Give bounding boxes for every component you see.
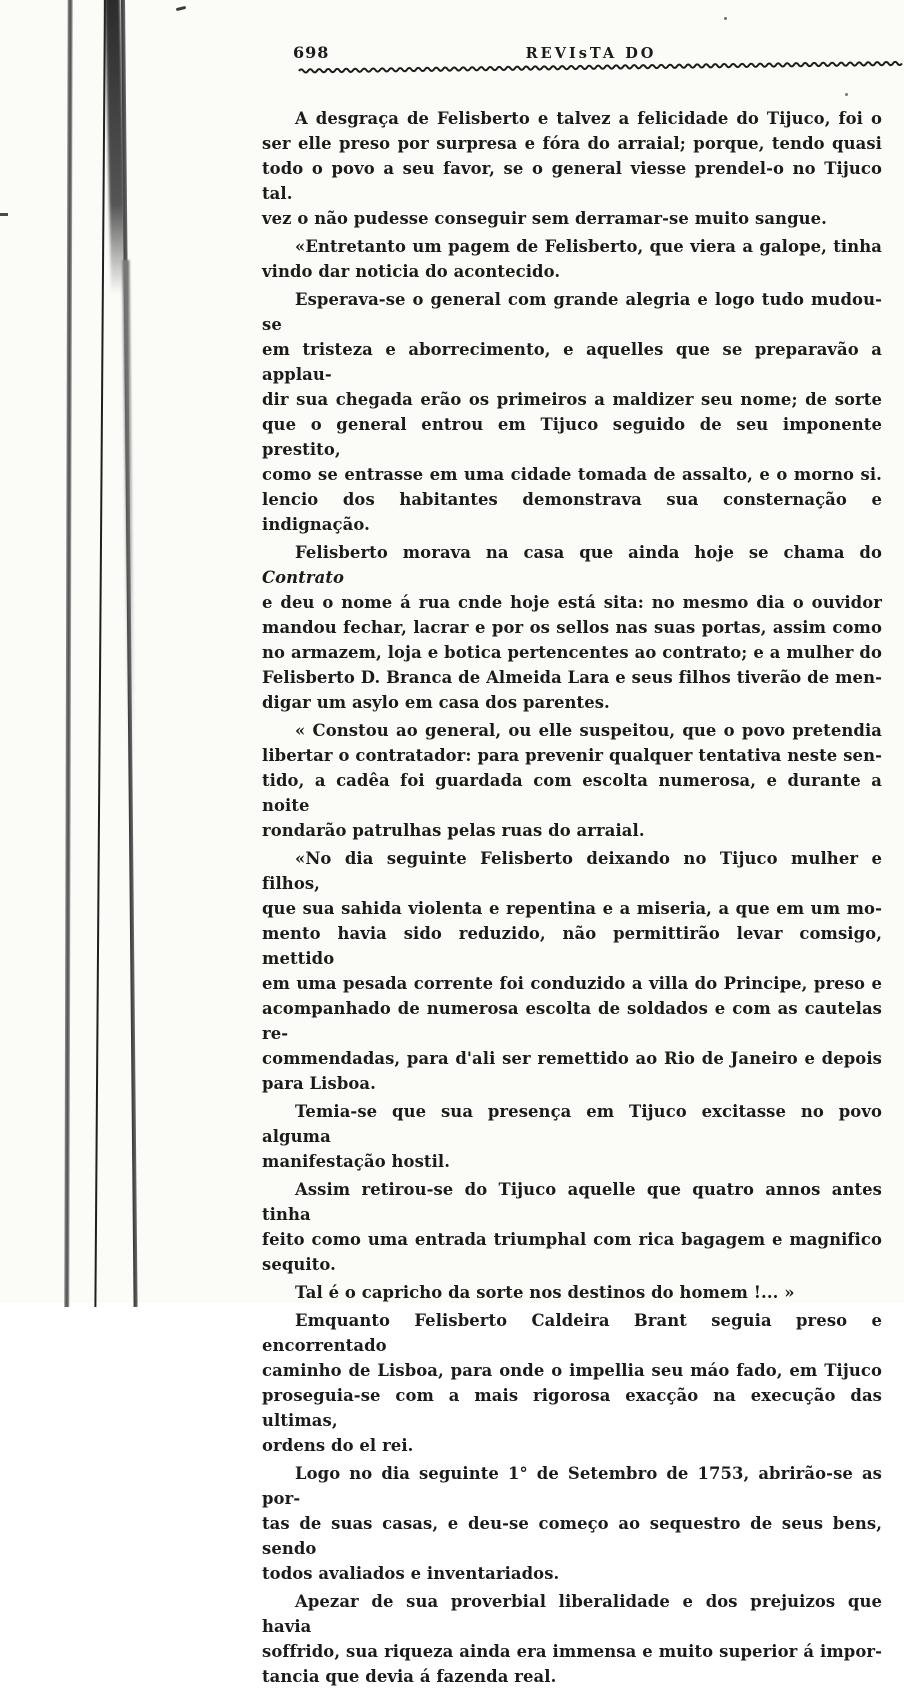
text-line: « Constou ao general, ou elle suspeitou, que o povo pretendia bbox=[295, 721, 882, 740]
text-line: sequito. bbox=[262, 1255, 336, 1274]
paragraph bbox=[262, 287, 882, 537]
paragraph bbox=[262, 1461, 882, 1586]
paragraph bbox=[262, 1177, 882, 1277]
paragraph bbox=[262, 1589, 882, 1689]
paragraph bbox=[262, 106, 882, 231]
text-line: tancia que devia á fazenda real. bbox=[262, 1667, 557, 1686]
text-line: vindo dar noticia do acontecido. bbox=[262, 262, 561, 281]
text-line: soffrido, sua riqueza ainda era immensa e muito superior á impor- bbox=[262, 1642, 882, 1661]
text-line: Logo no dia seguinte 1° de Setembro de 1753, abrirão-se as por- bbox=[262, 1464, 882, 1508]
text-line: proseguia-se com a mais rigorosa exacção na execução das ultimas, bbox=[262, 1386, 882, 1430]
text-line: em uma pesada corrente foi conduzido a villa do Principe, preso e bbox=[262, 974, 882, 993]
text-line: que sua sahida violenta e repentina e a miseria, a que em um mo- bbox=[262, 899, 882, 918]
paragraph bbox=[262, 540, 882, 715]
text-line: Emquanto Felisberto Caldeira Brant seguia preso e encorrentado bbox=[262, 1311, 882, 1355]
paragraph bbox=[262, 1280, 882, 1305]
text-line: «No dia seguinte Felisberto deixando no Tijuco mulher e filhos, bbox=[262, 849, 882, 893]
journal-title: REVIsTA DO bbox=[525, 45, 657, 62]
text-line: Assim retirou-se do Tijuco aquelle que quatro annos antes tinha bbox=[262, 1180, 882, 1224]
binding-line-outer bbox=[64, 0, 72, 1307]
text-line: rondarão patrulhas pelas ruas do arraial. bbox=[262, 821, 645, 840]
text-line: caminho de Lisboa, para onde o impellia seu máo fado, em Tijuco bbox=[262, 1361, 882, 1380]
text-line: Felisberto morava na casa que ainda hoje se chama do Contrato bbox=[262, 543, 882, 587]
text-line: ser elle preso por surpresa e fóra do arraial; porque, tendo quasi bbox=[262, 134, 882, 153]
text-block bbox=[262, 106, 882, 1692]
ink-speck bbox=[845, 93, 848, 96]
paragraph bbox=[262, 1099, 882, 1174]
text-line: no armazem, loja e botica pertencentes ao contrato; e a mulher do bbox=[262, 643, 882, 662]
paragraph bbox=[262, 846, 882, 1096]
text-line: Tal é o capricho da sorte nos destinos do homem !... » bbox=[295, 1283, 795, 1302]
text-line: Temia-se que sua presença em Tijuco excitasse no povo alguma bbox=[262, 1102, 882, 1146]
ink-dash-mark bbox=[176, 6, 186, 11]
text-line: libertar o contratador: para prevenir qualquer tentativa neste sen- bbox=[262, 746, 882, 765]
text-line: acompanhado de numerosa escolta de soldados e com as cautelas re- bbox=[262, 999, 882, 1043]
binding-line-middle bbox=[94, 0, 106, 1307]
text-line: todos avaliados e inventariados. bbox=[262, 1564, 560, 1583]
text-line: digar um asylo em casa dos parentes. bbox=[262, 693, 610, 712]
edge-tick-mark bbox=[0, 213, 8, 216]
ink-speck bbox=[724, 17, 727, 20]
text-line: mento havia sido reduzido, não permittirão levar comsigo, mettido bbox=[262, 924, 882, 968]
text-line: Esperava-se o general com grande alegria e logo tudo mudou-se bbox=[262, 290, 882, 334]
text-line: todo o povo a seu favor, se o general viesse prendel-o no Tijuco tal. bbox=[262, 159, 882, 203]
binding-shadow-mid bbox=[122, 260, 134, 760]
text-line: Apezar de sua proverbial liberalidade e dos prejuizos que havia bbox=[262, 1592, 882, 1636]
text-line: em tristeza e aborrecimento, e aquelles que se preparavão a applau- bbox=[262, 340, 882, 384]
text-line: tido, a cadêa foi guardada com escolta numerosa, e durante a noite bbox=[262, 771, 882, 815]
text-line: commendadas, para d'ali ser remettido ao Rio de Janeiro e depois bbox=[262, 1049, 882, 1068]
paragraph bbox=[262, 234, 882, 284]
text-line: lencio dos habitantes demonstrava sua consternação e indignação. bbox=[262, 490, 882, 534]
text-line: «Entretanto um pagem de Felisberto, que viera a galope, tinha bbox=[295, 237, 882, 256]
text-line: e deu o nome á rua cnde hoje está sita: no mesmo dia o ouvidor bbox=[262, 593, 882, 612]
text-line: tas de suas casas, e deu-se começo ao sequestro de seus bens, sendo bbox=[262, 1514, 882, 1558]
text-line: mandou fechar, lacrar e por os sellos nas suas portas, assim como bbox=[262, 618, 882, 637]
page-number: 698 bbox=[293, 43, 330, 62]
text-line: manifestação hostil. bbox=[262, 1152, 451, 1171]
text-line: feito como uma entrada triumphal com rica bagagem e magnifico bbox=[262, 1230, 882, 1249]
paragraph bbox=[262, 1308, 882, 1458]
text-line: como se entrasse em uma cidade tomada de assalto, e o morno si. bbox=[262, 465, 882, 484]
text-line: que o general entrou em Tijuco seguido de seu imponente prestito, bbox=[262, 415, 882, 459]
paragraph bbox=[262, 718, 882, 843]
text-line: vez o não pudesse conseguir sem derramar-se muito sangue. bbox=[262, 209, 827, 228]
text-line: dir sua chegada erão os primeiros a maldizer seu nome; de sorte bbox=[262, 390, 882, 409]
text-line: Felisberto D. Branca de Almeida Lara e seus filhos tiverão de men- bbox=[262, 668, 882, 687]
text-line: para Lisboa. bbox=[262, 1074, 376, 1093]
text-line: A desgraça de Felisberto e talvez a felicidade do Tijuco, foi o bbox=[295, 109, 882, 128]
text-line: ordens do el rei. bbox=[262, 1436, 414, 1455]
